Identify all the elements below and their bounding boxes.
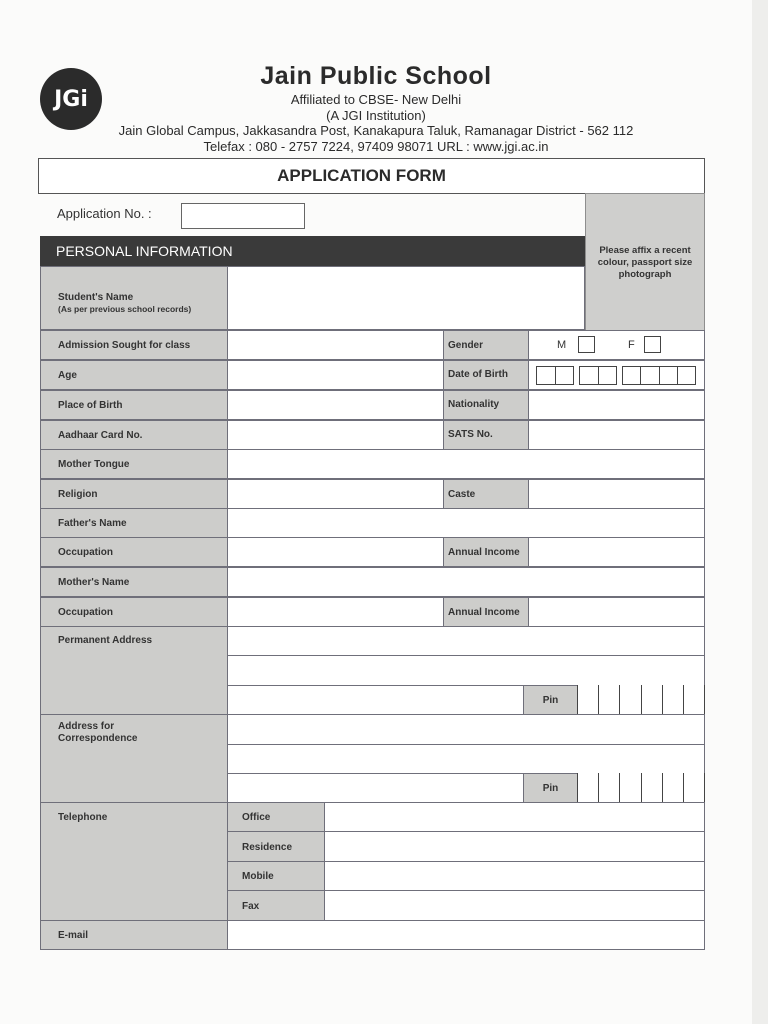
section-title-bar (40, 236, 585, 266)
sats-label: SATS No. (443, 420, 529, 450)
gender-f-checkbox[interactable] (644, 336, 661, 353)
mobile-phone-field[interactable] (324, 861, 705, 891)
page-edge (752, 0, 768, 1024)
dob-label: Date of Birth (443, 360, 529, 390)
caste-label: Caste (443, 479, 529, 509)
father-name-field[interactable] (227, 508, 705, 538)
student-name-field[interactable] (227, 266, 585, 330)
school-name: Jain Public School (260, 62, 492, 90)
mother-occupation-label: Occupation (40, 597, 228, 627)
correspondence-address-label (40, 714, 228, 803)
pin-label-1: Pin (523, 685, 578, 715)
email-label: E-mail (40, 920, 228, 950)
dob-month-boxes[interactable] (579, 366, 617, 385)
affiliation-text: Affiliated to CBSE- New Delhi (290, 92, 462, 107)
father-name-label: Father's Name (40, 508, 228, 538)
mother-tongue-label: Mother Tongue (40, 449, 228, 479)
aadhaar-label: Aadhaar Card No. (40, 420, 228, 450)
correspondence-address-text: Address for Correspondence (58, 721, 138, 744)
place-of-birth-label: Place of Birth (40, 390, 228, 420)
mother-name-field[interactable] (227, 567, 705, 597)
form-title-box (38, 158, 705, 194)
residence-phone-field[interactable] (324, 831, 705, 862)
office-phone-field[interactable] (324, 802, 705, 832)
application-no-label: Application No. : (57, 206, 152, 221)
permanent-address-line3[interactable] (227, 685, 524, 715)
student-name-text: Student's Name (58, 292, 134, 303)
gender-m-checkbox[interactable] (578, 336, 595, 353)
fax-label: Fax (227, 890, 325, 921)
father-income-label: Annual Income (443, 537, 529, 567)
photo-note: Please affix a recent colour, passport size photograph (597, 245, 693, 280)
religion-label: Religion (40, 479, 228, 509)
permanent-address-line2[interactable] (227, 655, 705, 686)
nationality-field[interactable] (528, 390, 705, 420)
gender-label: Gender (443, 330, 529, 360)
pin-label-2: Pin (523, 773, 578, 803)
mother-occupation-field[interactable] (227, 597, 444, 627)
address-text: Jain Global Campus, Jakkasandra Post, Kanakapura Taluk, Ramanagar District - 562 112 (118, 123, 634, 138)
office-label: Office (227, 802, 325, 832)
permanent-address-line1[interactable] (227, 626, 705, 656)
place-of-birth-field[interactable] (227, 390, 444, 420)
mother-name-label: Mother's Name (40, 567, 228, 597)
mobile-label: Mobile (227, 861, 325, 891)
religion-field[interactable] (227, 479, 444, 509)
sats-field[interactable] (528, 420, 705, 450)
section-title: PERSONAL INFORMATION (56, 243, 233, 259)
mother-income-field[interactable] (528, 597, 705, 627)
dob-day-boxes[interactable] (536, 366, 574, 385)
mother-income-label: Annual Income (443, 597, 529, 627)
nationality-label: Nationality (443, 390, 529, 420)
mother-tongue-field[interactable] (227, 449, 705, 479)
photo-placeholder[interactable] (585, 193, 705, 333)
permanent-address-label: Permanent Address (40, 626, 228, 715)
dob-year-boxes[interactable] (622, 366, 696, 385)
aadhaar-field[interactable] (227, 420, 444, 450)
admission-class-field[interactable] (227, 330, 444, 360)
student-name-label (40, 266, 228, 330)
logo-text: JGi (54, 86, 88, 112)
telephone-label: Telephone (40, 802, 228, 921)
gender-f-label: F (628, 339, 635, 351)
application-no-field[interactable] (181, 203, 305, 229)
father-occupation-label: Occupation (40, 537, 228, 567)
gender-field (528, 330, 705, 360)
institution-text: (A JGI Institution) (326, 108, 426, 123)
correspondence-address-line3[interactable] (227, 773, 524, 803)
admission-class-label: Admission Sought for class (40, 330, 228, 360)
pin-boxes-2[interactable] (577, 773, 705, 803)
correspondence-address-line2[interactable] (227, 744, 705, 774)
father-income-field[interactable] (528, 537, 705, 567)
caste-field[interactable] (528, 479, 705, 509)
fax-field[interactable] (324, 890, 705, 921)
pin-boxes-1[interactable] (577, 685, 705, 715)
gender-m-label: M (557, 339, 567, 351)
father-occupation-field[interactable] (227, 537, 444, 567)
email-field[interactable] (227, 920, 705, 950)
form-title: APPLICATION FORM (277, 166, 446, 185)
correspondence-address-line1[interactable] (227, 714, 705, 745)
residence-label: Residence (227, 831, 325, 862)
age-field[interactable] (227, 360, 444, 390)
student-name-note: (As per previous school records) (58, 304, 192, 314)
contact-text: Telefax : 080 - 2757 7224, 97409 98071 URL : www.jgi.ac.in (203, 139, 549, 154)
age-label: Age (40, 360, 228, 390)
